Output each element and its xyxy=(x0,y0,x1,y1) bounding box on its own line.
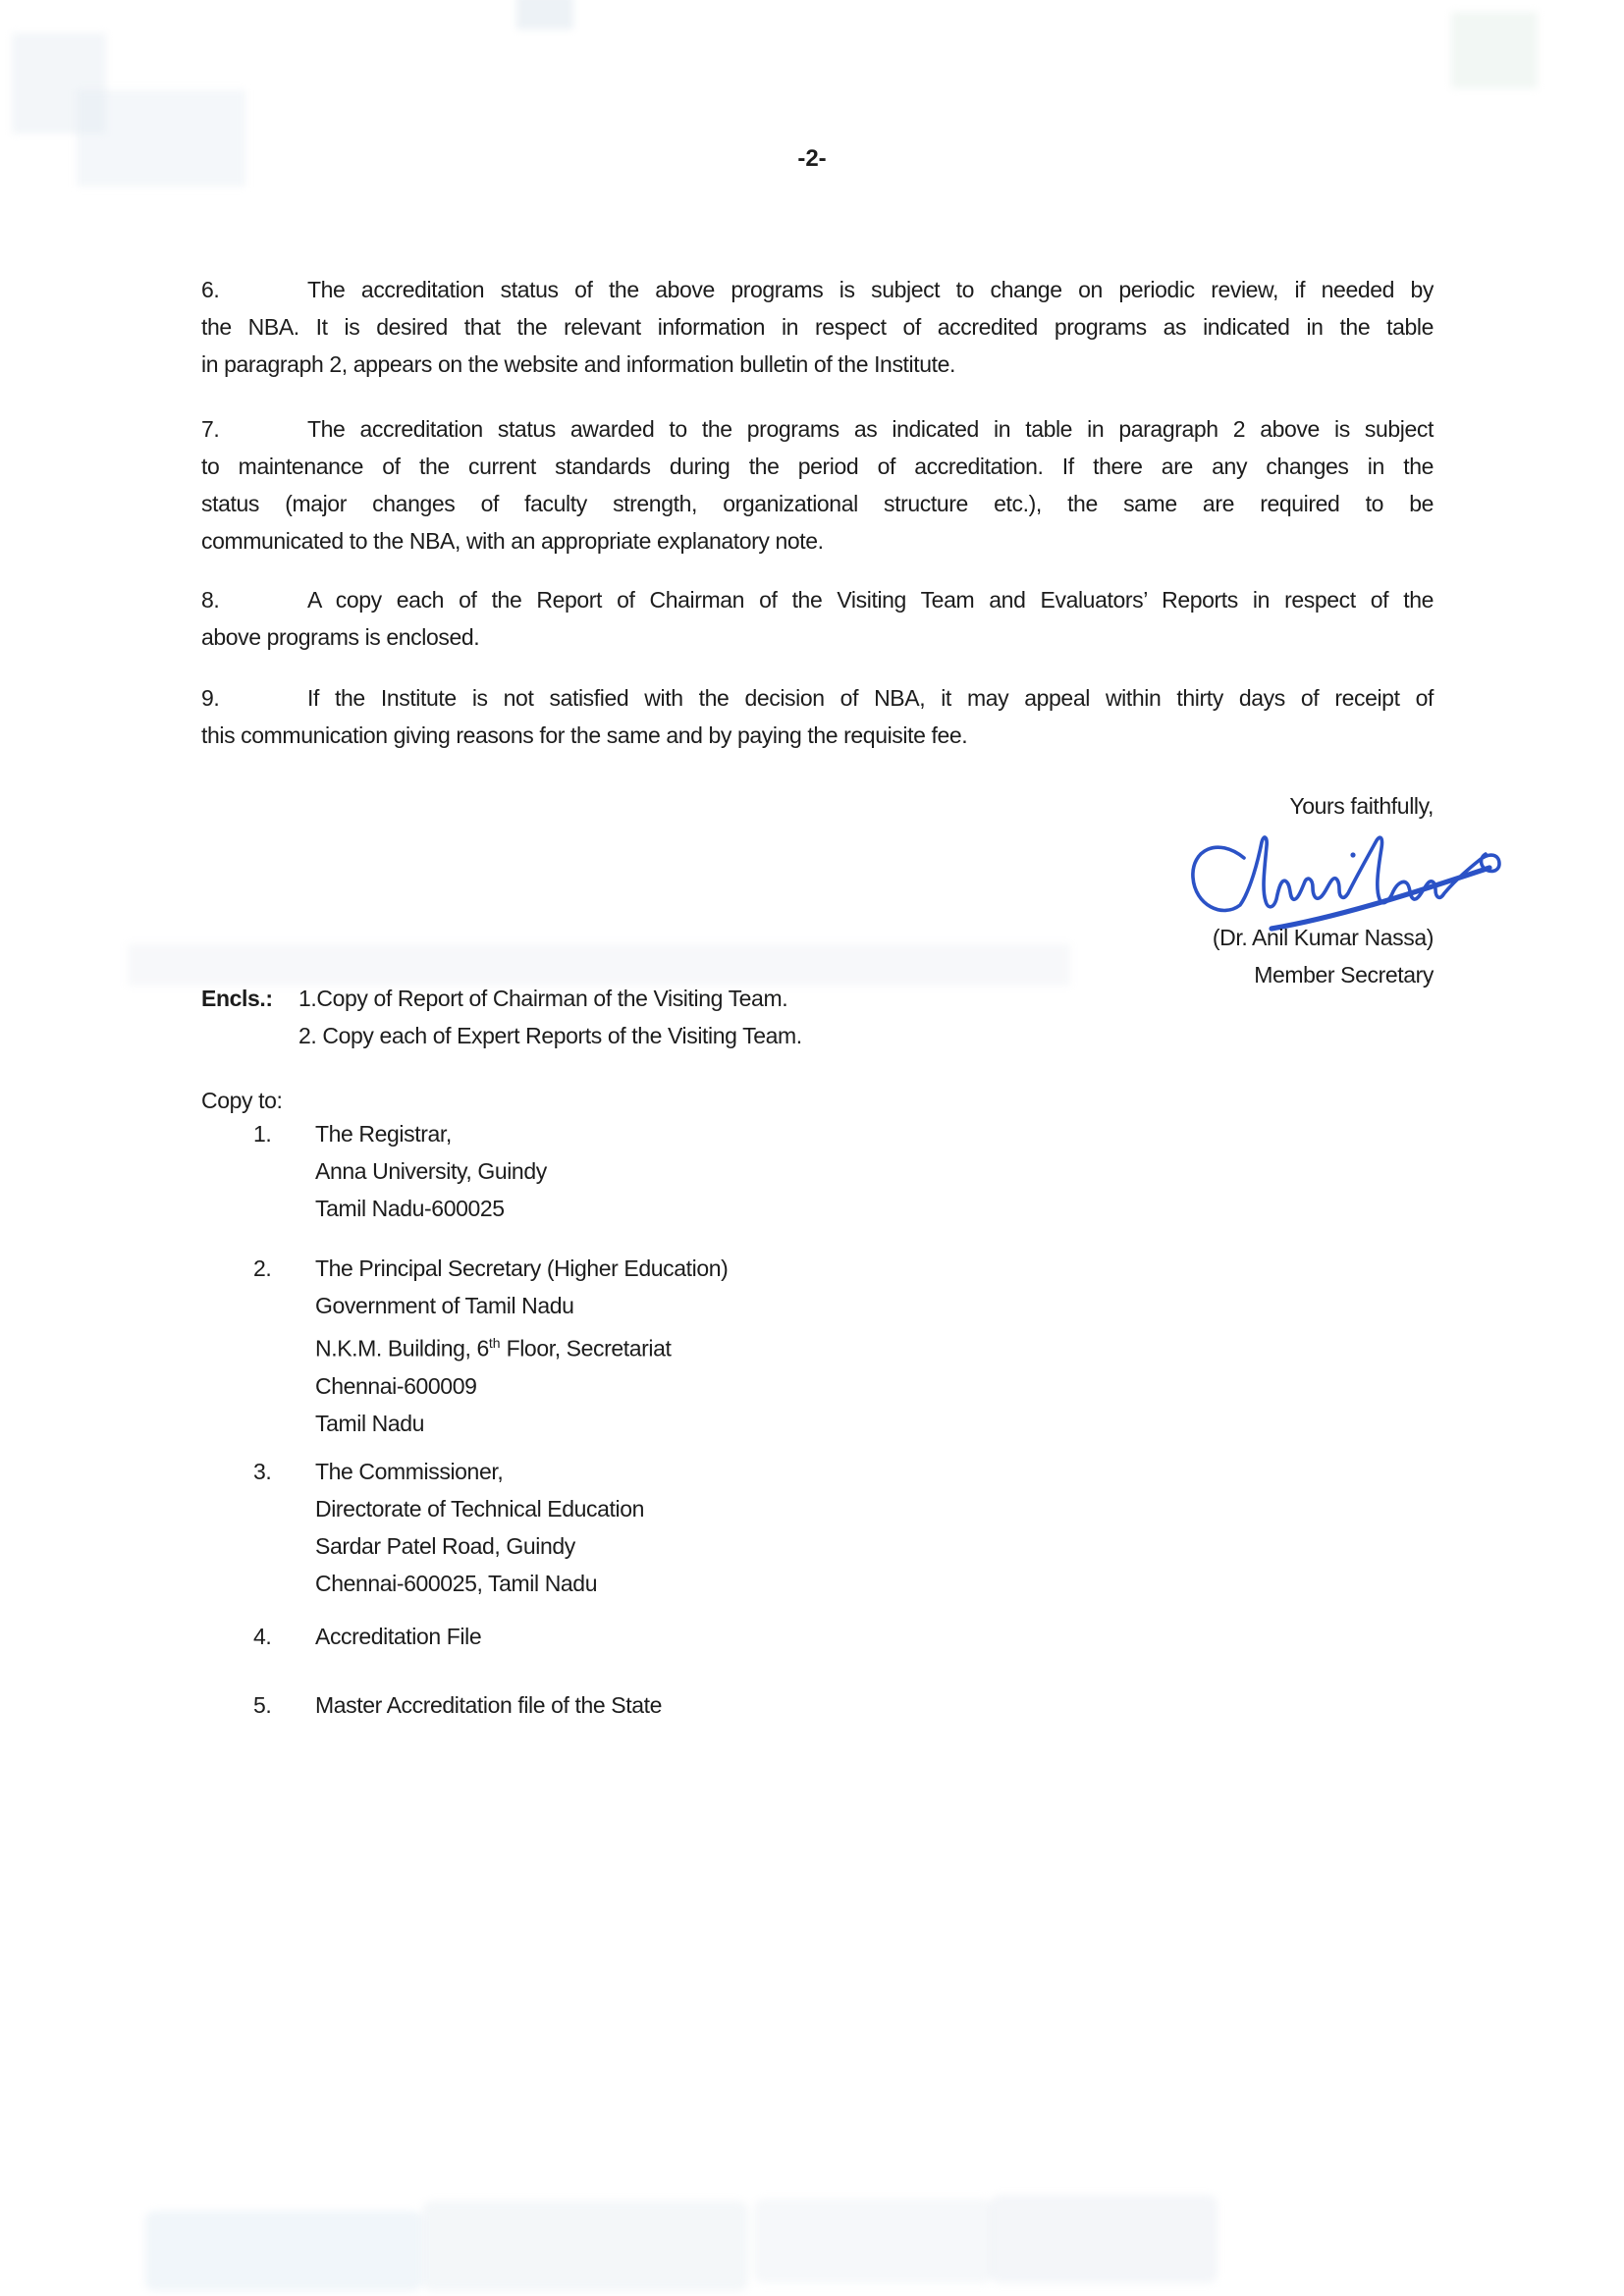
copy-recipient-line: The Commissioner, xyxy=(315,1459,504,1484)
paragraph-line: communicated to the NBA, with an appropriate explanatory note. xyxy=(201,528,824,554)
copy-to-label: Copy to: xyxy=(201,1088,283,1113)
copy-recipient-line: Government of Tamil Nadu xyxy=(315,1293,574,1318)
address-text: Floor, Secretariat xyxy=(500,1335,672,1362)
paragraph-number: 8. xyxy=(201,587,220,613)
paragraph-line xyxy=(201,271,1434,308)
scan-artifact xyxy=(145,2211,422,2291)
copy-recipient-2 xyxy=(253,1250,1486,1442)
copy-recipient-number: 4. xyxy=(253,1624,272,1649)
ordinal-suffix: th xyxy=(488,1335,501,1351)
enclosures xyxy=(201,980,1434,1054)
copy-recipient-line: Chennai-600009 xyxy=(315,1372,477,1399)
paragraph-line: status (major changes of faculty strength, organizational structure etc.), the same are required to be xyxy=(201,491,1434,516)
address-text: N.K.M. Building, 6 xyxy=(315,1335,489,1362)
copy-recipient-line: Tamil Nadu-600025 xyxy=(315,1196,505,1221)
scan-artifact xyxy=(12,33,106,133)
page-number: -2- xyxy=(797,145,827,172)
paragraph-line: the NBA. It is desired that the relevant information in respect of accredited programs as indicated in the table xyxy=(201,314,1434,340)
copy-recipient-3 xyxy=(253,1453,1486,1602)
enclosure-item: 2. Copy each of Expert Reports of the Visiting Team. xyxy=(298,1023,802,1048)
signature-i-dot xyxy=(1350,852,1355,857)
enclosures-label: Encls.: xyxy=(201,986,273,1011)
enclosure-item: 1.Copy of Report of Chairman of the Visiting Team. xyxy=(298,986,788,1011)
scan-artifact xyxy=(1451,12,1538,88)
paragraph-line: in paragraph 2, appears on the website and information bulletin of the Institute. xyxy=(201,351,956,377)
paragraph-line xyxy=(201,410,1434,448)
copy-recipient-line: Tamil Nadu xyxy=(315,1410,425,1436)
copy-recipient-line: Accreditation File xyxy=(315,1624,482,1649)
signatory-title: Member Secretary xyxy=(1254,962,1434,988)
copy-recipient-number: 3. xyxy=(253,1459,272,1484)
copy-recipient-line: The Principal Secretary (Higher Education) xyxy=(315,1255,729,1281)
copy-recipient-line: The Registrar, xyxy=(315,1121,452,1147)
paragraph-text: The accreditation status of the above programs is subject to change on periodic review, if needed by xyxy=(307,277,1434,302)
paragraph-line: to maintenance of the current standards during the period of accreditation. If there are any changes in the xyxy=(201,454,1434,479)
signature-stroke xyxy=(1193,837,1499,910)
paragraph-line: this communication giving reasons for the same and by paying the requisite fee. xyxy=(201,722,968,748)
paragraph-line xyxy=(201,679,1434,717)
copy-recipient-5 xyxy=(253,1686,1486,1724)
copy-recipient-number: 5. xyxy=(253,1692,272,1718)
scan-artifact xyxy=(990,2195,1218,2283)
paragraph-number: 7. xyxy=(201,416,220,442)
paragraph-text: The accreditation status awarded to the programs as indicated in table in paragraph 2 above is subject xyxy=(307,416,1434,442)
copy-recipient-line: Anna University, Guindy xyxy=(315,1158,547,1184)
signatory-name: (Dr. Anil Kumar Nassa) xyxy=(1212,925,1434,950)
closing-salutation: Yours faithfully, xyxy=(1289,793,1434,819)
paragraph-text: A copy each of the Report of Chairman of the Visiting Team and Evaluators’ Reports in respect of the xyxy=(307,587,1434,613)
scan-artifact xyxy=(422,2201,748,2291)
copy-recipient-number: 1. xyxy=(253,1121,272,1147)
scan-artifact xyxy=(754,2199,992,2283)
copy-recipient-line xyxy=(315,1324,1486,1367)
paragraph-text: If the Institute is not satisfied with the decision of NBA, it may appeal within thirty days of receipt of xyxy=(307,685,1434,711)
copy-recipient-1 xyxy=(253,1115,1486,1227)
paragraph-8 xyxy=(201,581,1434,656)
paragraph-number: 6. xyxy=(201,277,220,302)
copy-recipient-line: Chennai-600025, Tamil Nadu xyxy=(315,1571,598,1596)
copy-recipient-line: Master Accreditation file of the State xyxy=(315,1692,662,1718)
copy-recipient-line: Sardar Patel Road, Guindy xyxy=(315,1533,575,1559)
paragraph-7 xyxy=(201,410,1434,560)
paragraph-number: 9. xyxy=(201,685,220,711)
paragraph-6 xyxy=(201,271,1434,383)
paragraph-line: above programs is enclosed. xyxy=(201,624,480,650)
copy-recipient-line: Directorate of Technical Education xyxy=(315,1496,645,1522)
paragraph-9 xyxy=(201,679,1434,754)
scan-artifact xyxy=(516,0,573,29)
copy-recipient-4 xyxy=(253,1618,1486,1655)
copy-recipient-number: 2. xyxy=(253,1255,272,1281)
paragraph-line xyxy=(201,581,1434,618)
